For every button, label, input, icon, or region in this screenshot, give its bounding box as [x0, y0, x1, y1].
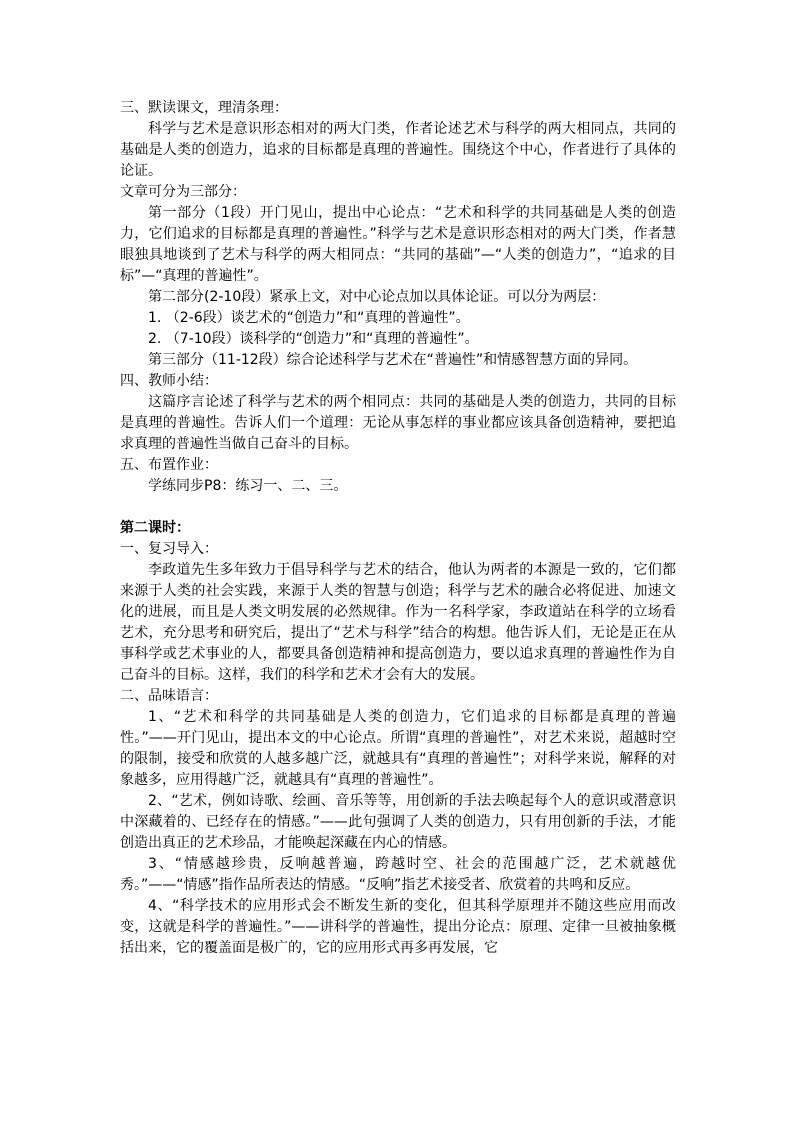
language-item-3: 3、“情感越珍贵，反响越普遍，跨越时空、社会的范围越广泛，艺术就越优秀。”——“情感”指作品所表达的情感。“反响”指艺术接受者、欣赏着的共鸣和反应。 — [120, 856, 676, 893]
review-heading: 一、复习导入： — [120, 541, 218, 557]
language-item-1: 1、“艺术和科学的共同基础是人类的创造力，它们追求的目标都是真理的普遍性。”——开门见山，提出本文的中心论点。所谓“真理的普遍性”，对艺术来说，超越时空的限制，接受和欣赏的人越多越广泛，就越具有“真理的普遍性”；对科学来说，解释的对象越多，应用得越广泛，就越具有“真理的普遍性”。 — [120, 709, 676, 788]
document-page — [120, 98, 676, 959]
language-heading: 二、品味语言： — [120, 688, 218, 704]
section5-heading: 五、布置作业： — [120, 457, 218, 473]
part1-paragraph: 第一部分（1段）开门见山，提出中心论点：“艺术和科学的共同基础是人类的创造力，它们追求的目标都是真理的普遍性。”科学与艺术是意识形态相对的两大门类，作者慧眼独具地谈到了艺术与科学的两大相同点：“共同的基础”—“人类的创造力”，“追求的目标”—“真理的普遍性”。 — [120, 205, 676, 284]
part2-layer2: 2. （7-10段）谈科学的“创造力”和“真理的普遍性”。 — [148, 331, 479, 347]
section3-structure-intro: 文章可分为三部分： — [120, 184, 246, 200]
section3-heading: 三、默读课文，理清条理： — [120, 100, 288, 116]
review-paragraph: 李政道先生多年致力于倡导科学与艺术的结合，他认为两者的本源是一致的，它们都来源于人类的社会实践，来源于人类的智慧与创造；科学与艺术的融合必将促进、加速文化的进展，而且是人类文明发展的必然规律。作为一名科学家，李政道站在科学的立场看艺术，充分思考和研究后，提出了“艺术与科学”结合的构想。他告诉人们，无论是正在从事科学或艺术事业的人，都要具备创造精神和提高创造力，要以追求真理的普遍性作为自己奋斗的目标。这样，我们的科学和艺术才会有大的发展。 — [120, 562, 676, 683]
part2-layer1: 1. （2-6段）谈艺术的“创造力”和“真理的普遍性”。 — [148, 310, 470, 326]
part2-paragraph: 第二部分(2-10段）紧承上文，对中心论点加以具体论证。可以分为两层： — [148, 289, 606, 305]
lesson2-title: 第二课时： — [120, 520, 190, 536]
language-item-4: 4、“科学技术的应用形式会不断发生新的变化，但其科学原理并不随这些应用而改变，这就是科学的普遍性。”——讲科学的普遍性，提出分论点：原理、定律一旦被抽象概括出来，它的覆盖面是极广的，它的应用形式再多再发展，它 — [120, 898, 676, 956]
section4-paragraph: 这篇序言论述了科学与艺术的两个相同点：共同的基础是人类的创造力，共同的目标是真理的普遍性。告诉人们一个道理：无论从事怎样的事业都应该具备创造精神，要把追求真理的普遍性当做自己奋斗的目标。 — [120, 394, 676, 452]
part3-paragraph: 第三部分（11-12段）综合论述科学与艺术在“普遍性”和情感智慧方面的异同。 — [148, 352, 638, 368]
section3-paragraph: 科学与艺术是意识形态相对的两大门类，作者论述艺术与科学的两大相同点，共同的基础是人类的创造力，追求的目标都是真理的普遍性。围绕这个中心，作者进行了具体的论证。 — [120, 121, 676, 179]
language-item-2: 2、“艺术，例如诗歌、绘画、音乐等等，用创新的手法去唤起每个人的意识或潜意识中深藏着的、已经存在的情感。”——此句强调了人类的创造力，只有用创新的手法，才能创造出真正的艺术珍品，才能唤起深藏在内心的情感。 — [120, 793, 676, 851]
section5-paragraph: 学练同步P8：练习一、二、三。 — [148, 478, 348, 494]
section4-heading: 四、教师小结： — [120, 373, 218, 389]
blank-line — [120, 497, 676, 518]
